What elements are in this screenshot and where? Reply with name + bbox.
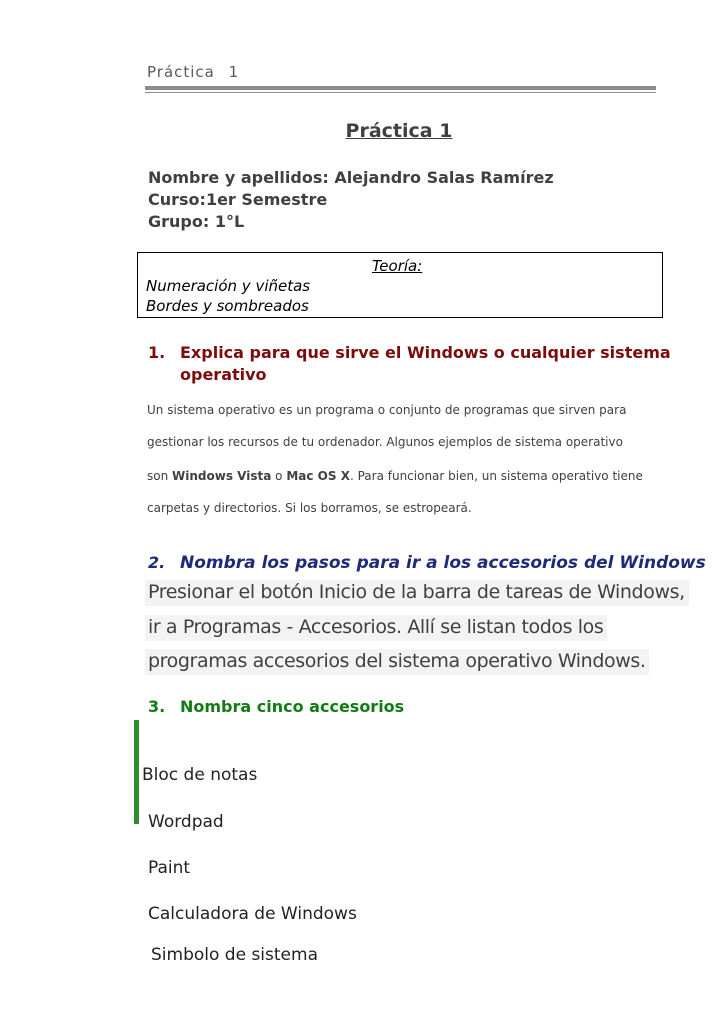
info-group: Grupo: 1°L — [148, 212, 245, 231]
document-title: Práctica 1 — [345, 120, 453, 142]
theory-item: Bordes y sombreados — [146, 297, 309, 315]
accessory-item: Bloc de notas — [142, 765, 258, 785]
answer-1-bold: Mac OS X — [286, 469, 350, 483]
page-header — [147, 63, 239, 81]
question-2-number: 2. — [148, 553, 166, 572]
answer-1-text: son — [147, 469, 169, 483]
answer-1-line: carpetas y directorios. Si los borramos, se estropeará. — [147, 501, 472, 515]
question-2-text: Nombra los pasos para ir a los accesorios del Windows — [180, 553, 706, 573]
answer-2-line: programas accesorios del sistema operativo Windows. — [145, 649, 649, 675]
answer-1-line: Un sistema operativo es un programa o conjunto de programas que sirven para — [147, 403, 627, 417]
accessory-item: Paint — [148, 858, 191, 878]
header-rule-thin — [145, 92, 656, 93]
theory-item: Numeración y viñetas — [146, 277, 311, 295]
header-rule — [145, 86, 656, 90]
question-1-line-2: operativo — [180, 365, 267, 384]
answer-2-line: ir a Programas - Accesorios. Allí se listan todos los — [145, 615, 607, 641]
answer-1-text: o — [275, 469, 283, 483]
question-3-text: Nombra cinco accesorios — [180, 697, 405, 716]
answer-1-line — [147, 469, 643, 483]
answer-1-line: gestionar los recursos de tu ordenador. Algunos ejemplos de sistema operativo — [147, 435, 623, 449]
question-1-line-1: Explica para que sirve el Windows o cualquier sistema — [180, 343, 671, 362]
answer-2-line: Presionar el botón Inicio de la barra de tareas de Windows, — [145, 580, 689, 606]
info-course: Curso:1er Semestre — [148, 190, 328, 209]
theory-title: Teoría: — [372, 257, 423, 275]
answer-1-text: . Para funcionar bien, un sistema operativo tiene — [349, 469, 643, 483]
accessory-item: Wordpad — [148, 812, 224, 832]
green-margin-bar — [134, 720, 139, 824]
header-number: 1 — [228, 63, 240, 81]
accessory-item: Simbolo de sistema — [151, 945, 318, 965]
info-name: Nombre y apellidos: Alejandro Salas Ramírez — [148, 168, 554, 187]
question-3-number: 3. — [148, 697, 166, 716]
header-label: Práctica — [147, 63, 215, 81]
answer-1-bold: Windows Vista — [172, 469, 272, 483]
accessory-item: Calculadora de Windows — [148, 904, 357, 924]
question-1-number: 1. — [148, 343, 166, 362]
